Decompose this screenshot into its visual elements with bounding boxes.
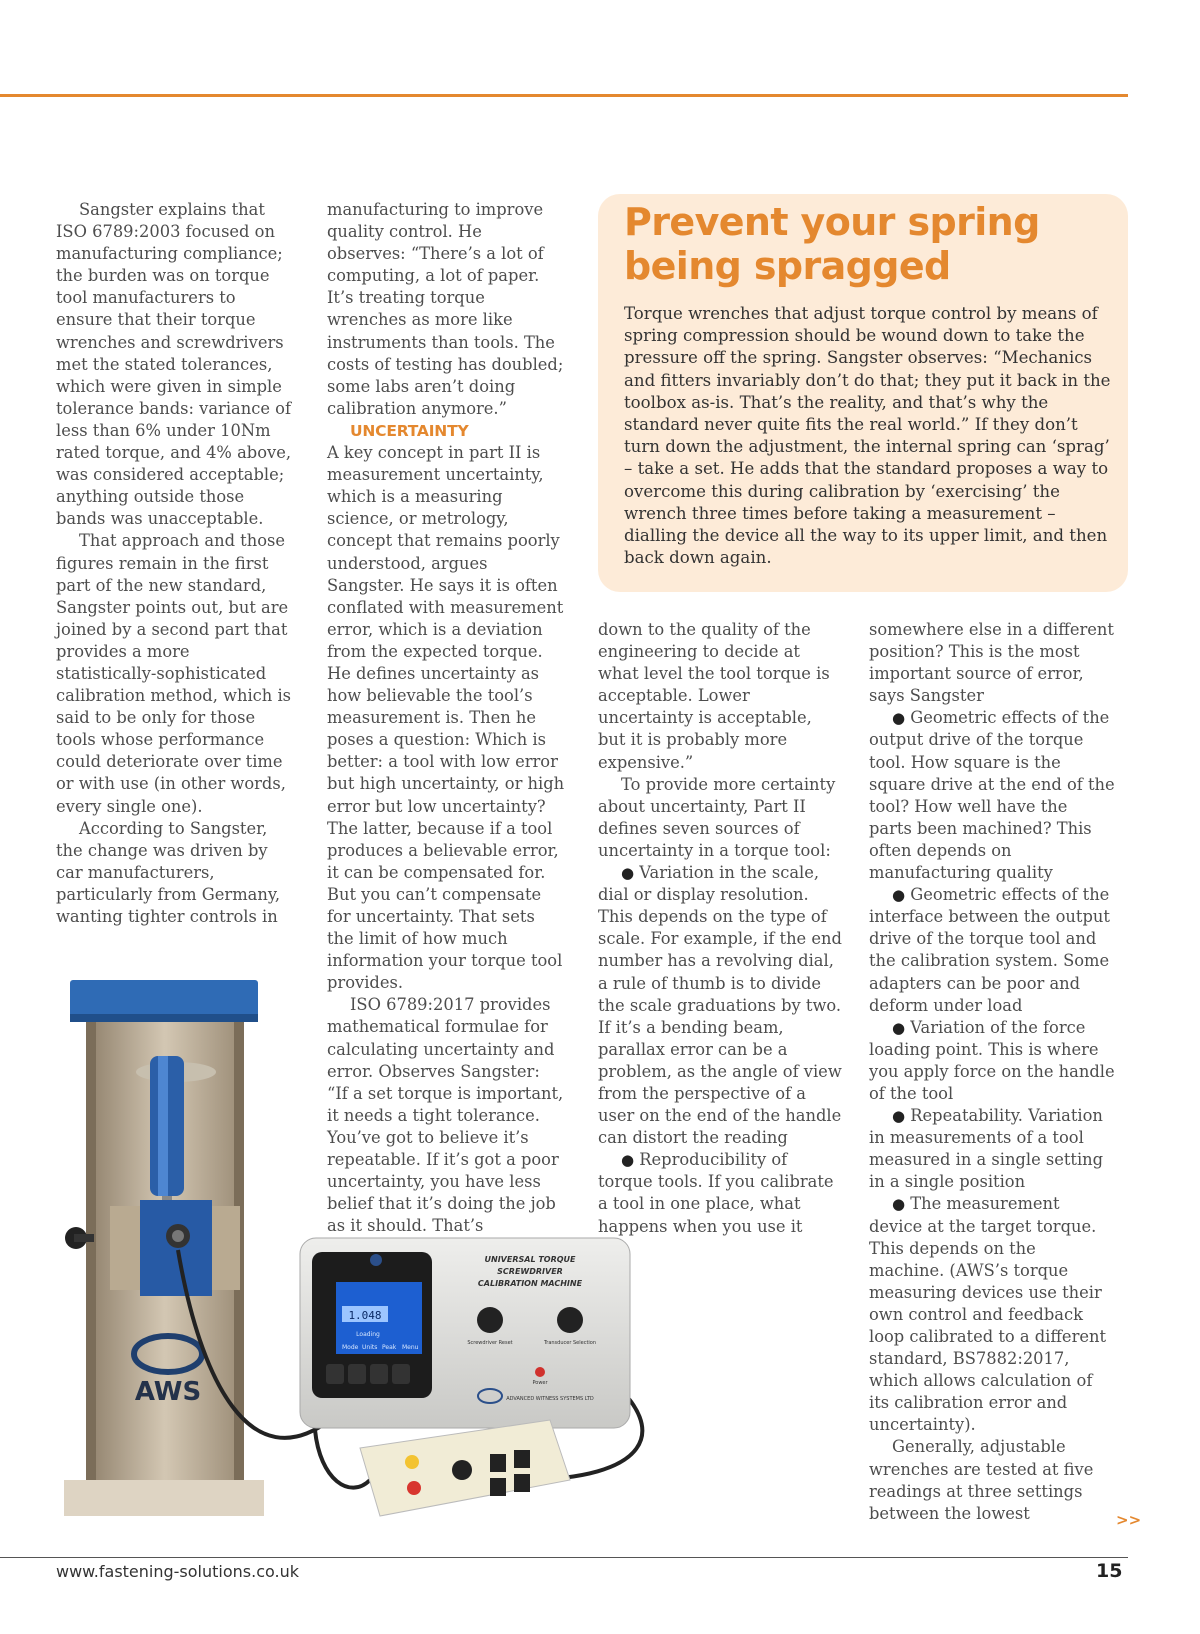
softkey-label: Mode bbox=[342, 1344, 359, 1351]
display-value: 1.048 bbox=[348, 1309, 382, 1322]
bullet-item: ● Variation of the force loading point. This is where you apply force on the handle of the tool bbox=[869, 1017, 1115, 1103]
paragraph: down to the quality of the engineering to decide at what level the tool torque is acceptable. Lower uncertainty is acceptable, but it is probably more expensive.” bbox=[598, 620, 830, 772]
continue-arrow-icon: >> bbox=[1116, 1511, 1142, 1529]
sidebar-title: Prevent your spring being spragged bbox=[624, 200, 1040, 288]
bullet-item: ● Variation in the scale, dial or display resolution. This depends on the type of scale. For example, if the end number has a revolving dial, a rule of thumb is to divide the scale graduations by two. If it’s a bending beam, parallax error can be a problem, as the angle of view from the perspective of a user on the end of the handle can distort the reading bbox=[598, 863, 842, 1148]
section-heading-uncertainty: UNCERTAINTY bbox=[350, 421, 469, 440]
bullet-icon: ● bbox=[621, 1151, 635, 1170]
panel-title: CALIBRATION MACHINE bbox=[477, 1279, 583, 1288]
bullet-item: ● Geometric effects of the interface between the output drive of the torque tool and the calibration system. Some adapters can be poor and deform under load bbox=[869, 885, 1110, 1015]
selection-knob bbox=[557, 1307, 583, 1333]
bullet-item: ● Reproducibility of torque tools. If you calibrate a tool in one place, what happens when you use it bbox=[598, 1150, 834, 1236]
paragraph: That approach and those figures remain in the first part of the new standard, Sangster points out, but are joined by a second part that provides a more statistically-sophisticated calibration method, which is said to be only for those tools whose performance could deteriorate over time or with use (in other words, every single one). bbox=[56, 531, 292, 816]
bullet-icon: ● bbox=[892, 709, 906, 728]
remote-pendant bbox=[360, 1420, 570, 1516]
softkey-label: Units bbox=[362, 1344, 378, 1351]
power-indicator-icon bbox=[535, 1367, 545, 1377]
softkey-button bbox=[392, 1364, 410, 1384]
softkey-label: Menu bbox=[402, 1344, 419, 1351]
bullet-icon: ● bbox=[892, 1195, 906, 1214]
footer-url: www.fastening-solutions.co.uk bbox=[56, 1562, 299, 1581]
top-rule bbox=[0, 94, 1128, 97]
page-number: 15 bbox=[1096, 1560, 1123, 1582]
maker-label: ADVANCED WITNESS SYSTEMS LTD bbox=[506, 1396, 594, 1402]
power-label: Power bbox=[532, 1380, 548, 1386]
calibration-machine-photo bbox=[50, 960, 650, 1550]
paragraph: A key concept in part II is measurement uncertainty, which is a measuring science, or metrology, concept that remains poorly understood, argues Sangster. He says it is often conflated with measurement error, which is a deviation from the expected torque. He defines uncertainty as how believable the tool’s measurement is. Then he poses a question: Which is better: a tool with low error but high uncertainty, or high error but low uncertainty? The latter, because if a tool produces a believable error, it can be compensated for. But you can’t compensate for uncertainty. That sets the limit of how much information your torque tool provides. bbox=[327, 443, 565, 993]
bullet-icon: ● bbox=[892, 1018, 906, 1037]
paragraph: ISO 6789:2017 provides mathematical formulae for calculating uncertainty and error. Observes Sangster: “If a set torque is important, it needs a tight tolerance. You’ve got to believe it’s repeatable. If it’s got a poor uncertainty, you have less belief that it’s doing the job as it should. That’s bbox=[327, 995, 564, 1236]
softkey-button bbox=[370, 1364, 388, 1384]
display-label: Loading bbox=[356, 1331, 380, 1338]
softkey-button bbox=[348, 1364, 366, 1384]
paragraph: somewhere else in a different position? This is the most important source of error, says Sangster bbox=[869, 620, 1114, 706]
softkey-label: Peak bbox=[382, 1344, 397, 1351]
bullet-item: ● Repeatability. Variation in measurements of a tool measured in a single setting in a single position bbox=[869, 1106, 1104, 1192]
bullet-item: ● The measurement device at the target torque. This depends on the machine. (AWS’s torque measuring devices use their own control and feedback loop calibrated to a different standard, BS7882:2017, which allows calculation of its calibration error and uncertainty). bbox=[869, 1194, 1107, 1435]
softkey-button bbox=[326, 1364, 344, 1384]
paragraph: To provide more certainty about uncertainty, Part II defines seven sources of uncertainty in a torque tool: bbox=[598, 774, 836, 860]
column-4 bbox=[869, 619, 1115, 1525]
bullet-icon: ● bbox=[621, 864, 635, 883]
reset-knob bbox=[477, 1307, 503, 1333]
paragraph: Generally, adjustable wrenches are tested at five readings at three settings between the lowest bbox=[869, 1437, 1094, 1523]
bottom-rule bbox=[0, 1557, 1128, 1558]
control-unit bbox=[300, 1238, 630, 1428]
bullet-icon: ● bbox=[892, 1107, 906, 1126]
panel-title: SCREWDRIVER bbox=[497, 1267, 563, 1276]
column-1 bbox=[56, 199, 292, 928]
knob-label: Transducer Selection bbox=[543, 1340, 597, 1346]
paragraph: manufacturing to improve quality control. He observes: “There’s a lot of computing, a lot of paper. It’s treating torque wrenches as more like instruments than tools. The costs of testing has doubled; some labs aren’t doing calibration anymore.” bbox=[327, 200, 564, 418]
paragraph: According to Sangster, the change was driven by car manufacturers, particularly from Germany, wanting tighter controls in bbox=[56, 818, 281, 926]
bullet-item: ● Geometric effects of the output drive of the torque tool. How square is the square drive at the end of the tool? How well have the parts been machined? This often depends on manufacturing quality bbox=[869, 708, 1115, 883]
torque-test-stand bbox=[64, 980, 264, 1516]
panel-title: UNIVERSAL TORQUE bbox=[484, 1255, 576, 1264]
sidebar-body: Torque wrenches that adjust torque control by means of spring compression should be wound down to take the pressure off the spring. Sangster observes: “Mechanics and fitters invariably don’t do that; they put it back in the toolbox as-is. That’s the reality, and that’s why the standard never quite fits the real world.” If they don’t turn down the adjustment, the internal spring can ‘sprag’ – take a set. He adds that the standard proposes a way to overcome this during calibration by ‘exercising’ the wrench three times before taking a measurement – dialling the device all the way to its upper limit, and then back down again. bbox=[624, 304, 1111, 568]
paragraph: Sangster explains that ISO 6789:2003 focused on manufacturing compliance; the burden was on torque tool manufacturers to ensure that their torque wrenches and screwdrivers met the stated tolerances, which were given in simple tolerance bands: variance of less than 6% under 10Nm rated torque, and 4% above, was considered acceptable; anything outside those bands was unacceptable. bbox=[56, 200, 292, 529]
brand-logo-text: AWS bbox=[134, 1377, 202, 1407]
bullet-icon: ● bbox=[892, 886, 906, 905]
knob-label: Screwdriver Reset bbox=[467, 1340, 513, 1346]
